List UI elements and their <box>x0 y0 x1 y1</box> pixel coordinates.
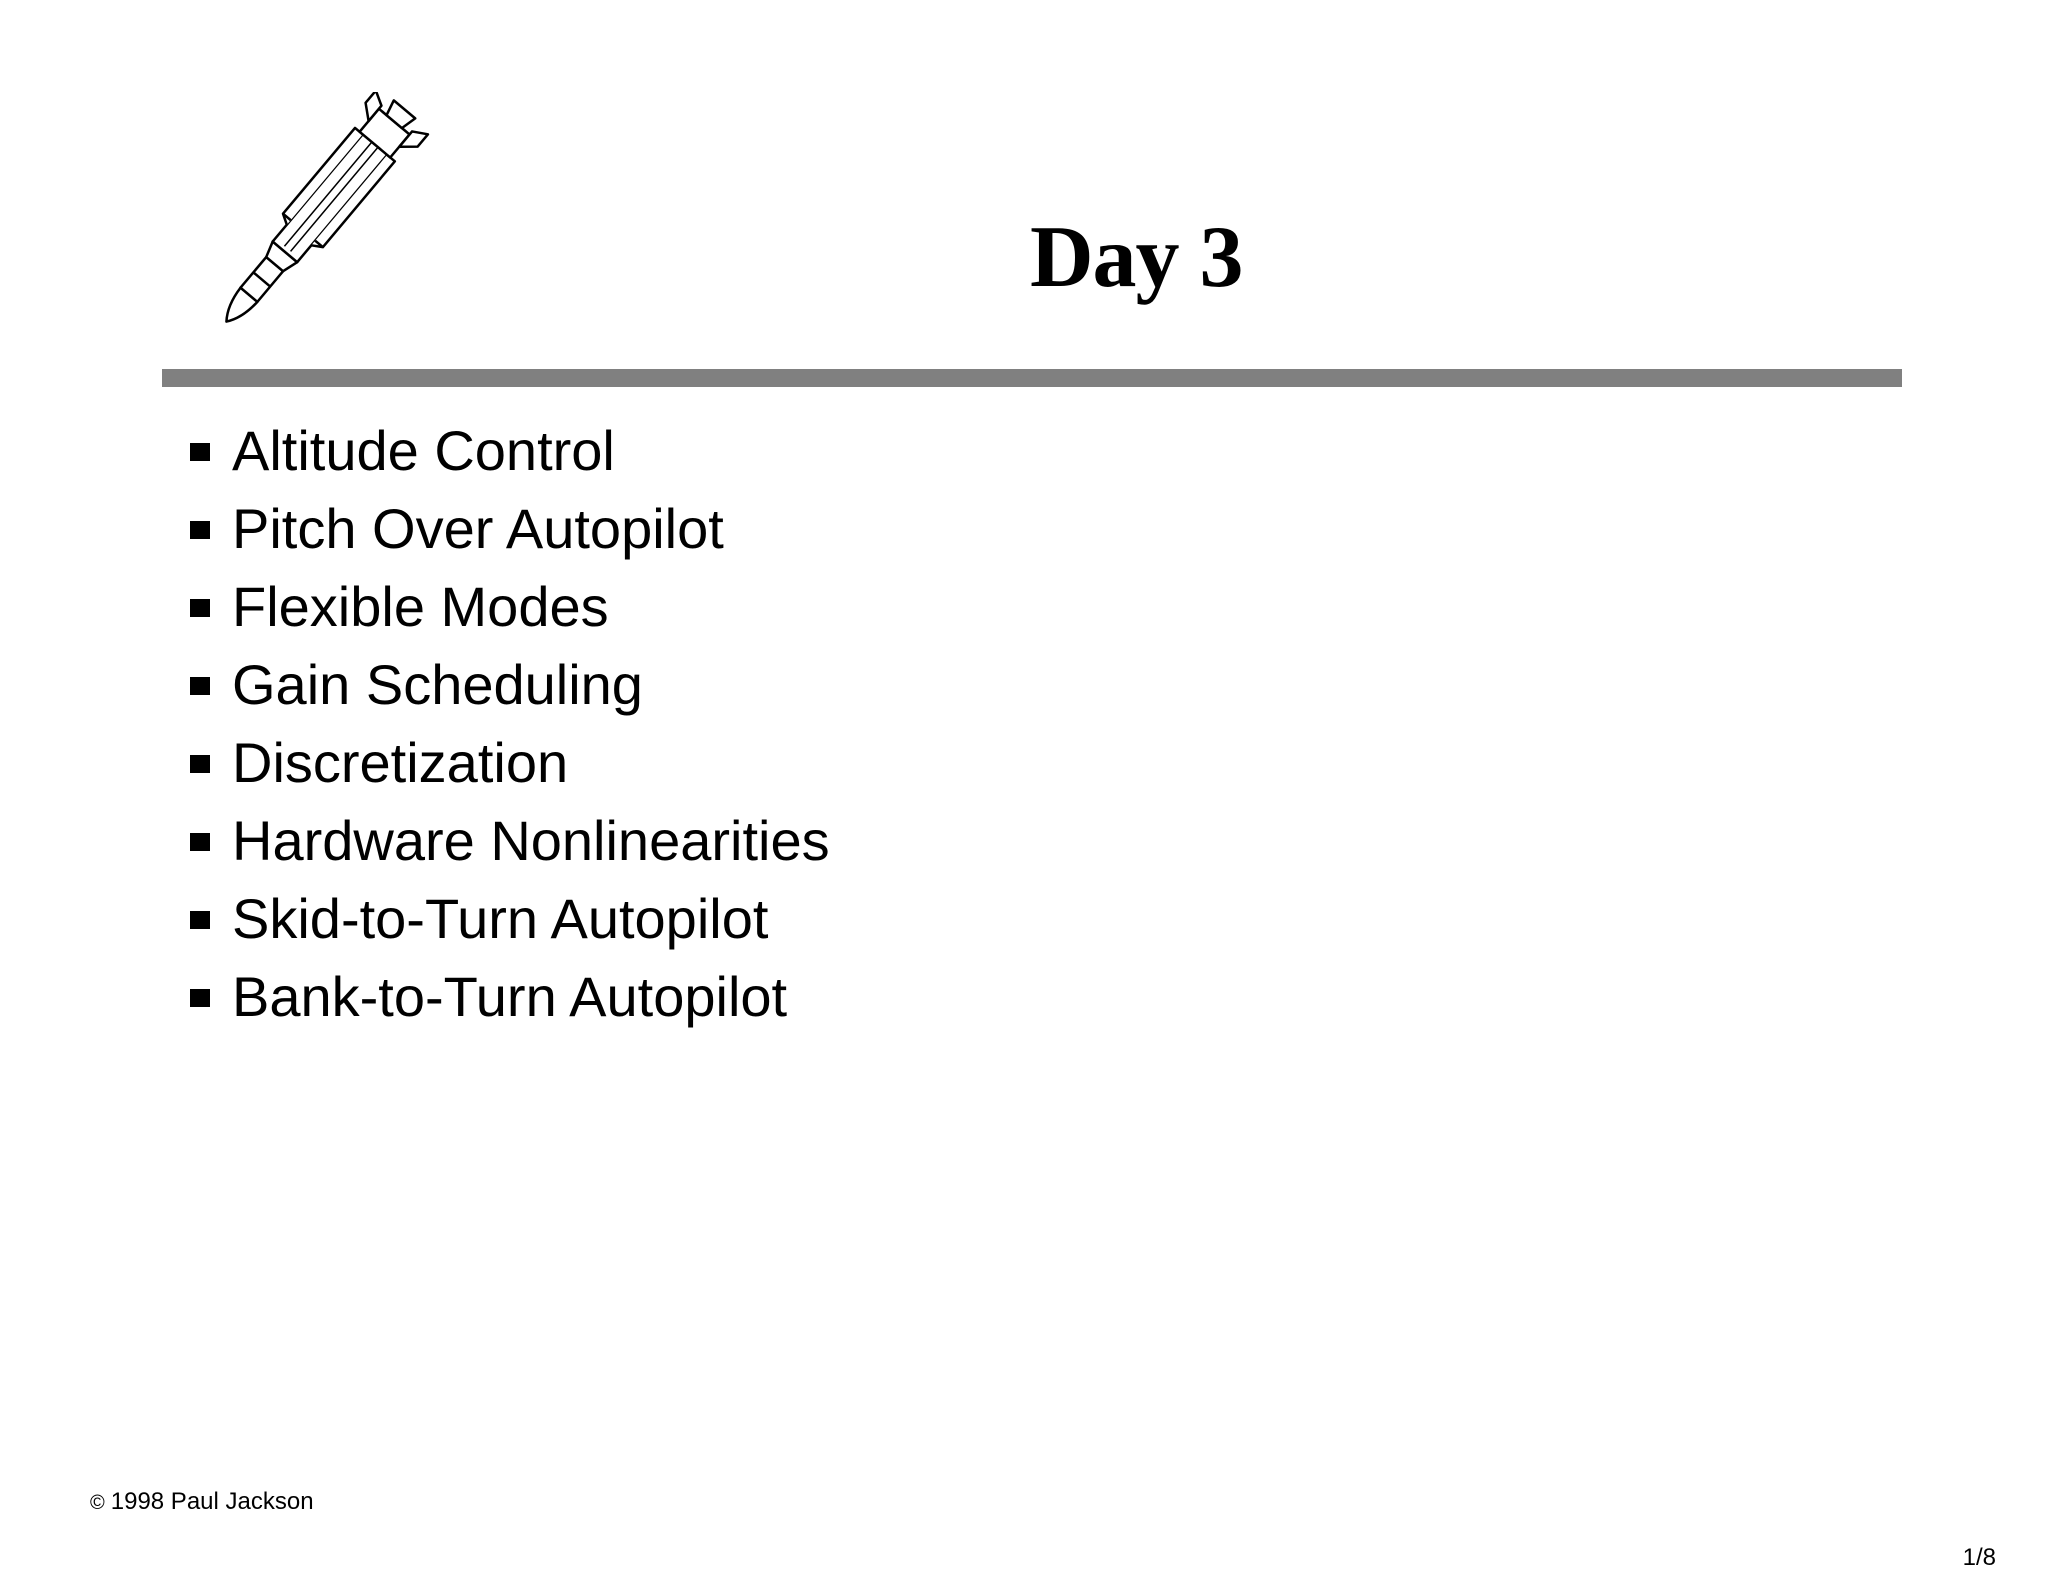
bullet-text: Altitude Control <box>232 419 615 482</box>
square-bullet-icon <box>190 599 210 617</box>
title-divider <box>162 369 1902 387</box>
square-bullet-icon <box>190 911 210 929</box>
bullet-text: Gain Scheduling <box>232 653 643 716</box>
bullet-item <box>190 568 830 646</box>
square-bullet-icon <box>190 677 210 695</box>
square-bullet-icon <box>190 755 210 773</box>
bullet-item <box>190 412 830 490</box>
bullet-item <box>190 802 830 880</box>
bullet-list <box>190 412 830 1036</box>
bullet-item <box>190 646 830 724</box>
bullet-text: Bank-to-Turn Autopilot <box>232 965 788 1028</box>
copyright-icon: © <box>90 1492 105 1514</box>
rocket-icon <box>175 92 445 352</box>
bullet-item <box>190 724 830 802</box>
copyright-notice <box>90 1488 314 1516</box>
copyright-text: 1998 Paul Jackson <box>110 1488 314 1515</box>
page-number: 1/8 <box>1962 1544 1996 1571</box>
slide-title: Day 3 <box>1030 209 1243 306</box>
bullet-text: Hardware Nonlinearities <box>232 809 830 872</box>
bullet-item <box>190 490 830 568</box>
square-bullet-icon <box>190 521 210 539</box>
bullet-item <box>190 958 830 1036</box>
bullet-text: Flexible Modes <box>232 575 609 638</box>
bullet-text: Pitch Over Autopilot <box>232 497 724 560</box>
square-bullet-icon <box>190 989 210 1007</box>
bullet-text: Discretization <box>232 731 569 794</box>
square-bullet-icon <box>190 833 210 851</box>
bullet-item <box>190 880 830 958</box>
bullet-text: Skid-to-Turn Autopilot <box>232 887 769 950</box>
square-bullet-icon <box>190 443 210 461</box>
